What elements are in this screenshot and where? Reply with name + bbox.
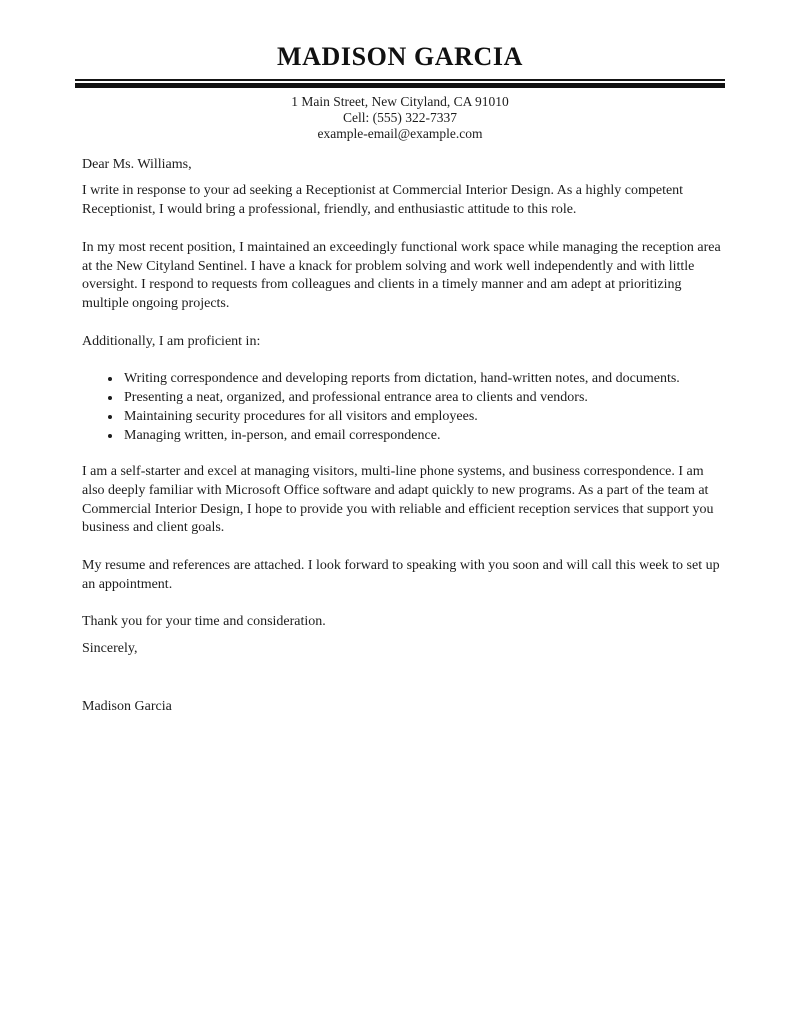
proficiency-list [82, 370, 727, 445]
paragraph-resume-attached: My resume and references are attached. I look forward to speaking with you soon and will call this week to set up an appointment. [82, 558, 720, 592]
paragraph-skills: I am a self-starter and excel at managing visitors, multi-line phone systems, and business correspondence. I am also deeply familiar with Microsoft Office software and adapt quickly to new programs. As a part of the team at Commercial Interior Design, I hope to provide you with reliable and efficient reception services that support you business and client goals. [82, 464, 714, 536]
list-item-managing-correspondence: • Managing written, in-person, and email correspondence. [122, 427, 727, 446]
list-item-entrance-area: • Presenting a neat, organized, and professional entrance area to clients and vendors. [122, 389, 727, 408]
list-item-security: • Maintaining security procedures for all visitors and employees. [122, 408, 727, 427]
salutation: Dear Ms. Williams, [82, 156, 192, 172]
letter-body [82, 156, 727, 717]
paragraph-thanks: Thank you for your time and consideration. [82, 614, 326, 630]
contact-block [82, 94, 718, 143]
signoff: Sincerely, [82, 641, 138, 657]
contact-address: 1 Main Street, New Cityland, CA 91010 [291, 93, 509, 109]
contact-email: example-email@example.com [317, 126, 483, 142]
author-name: MADISON GARCIA [276, 42, 524, 71]
paragraph-experience: In my most recent position, I maintained an exceedingly functional work space while managing the reception area at the New Cityland Sentinel. I have a knack for problem solving and work well independently and with little oversight. I respond to requests from colleagues and clients in a timely manner and am adept at prioritizing multiple ongoing projects. [82, 239, 721, 311]
contact-phone: Cell: (555) 322-7337 [343, 110, 457, 126]
list-item-correspondence: • Writing correspondence and developing reports from dictation, hand-written notes, and documents. [122, 370, 727, 389]
letter-header [82, 42, 724, 143]
signature-name: Madison Garcia [82, 698, 172, 714]
divider-thick-line [75, 83, 725, 88]
paragraph-proficiency-lead: Additionally, I am proficient in: [82, 333, 261, 349]
paragraph-intro: I write in response to your ad seeking a Receptionist at Commercial Interior Design. As a highly competent Receptionist, I would bring a professional, friendly, and enthusiastic attitude to this role. [82, 183, 684, 218]
header-divider [75, 79, 725, 88]
